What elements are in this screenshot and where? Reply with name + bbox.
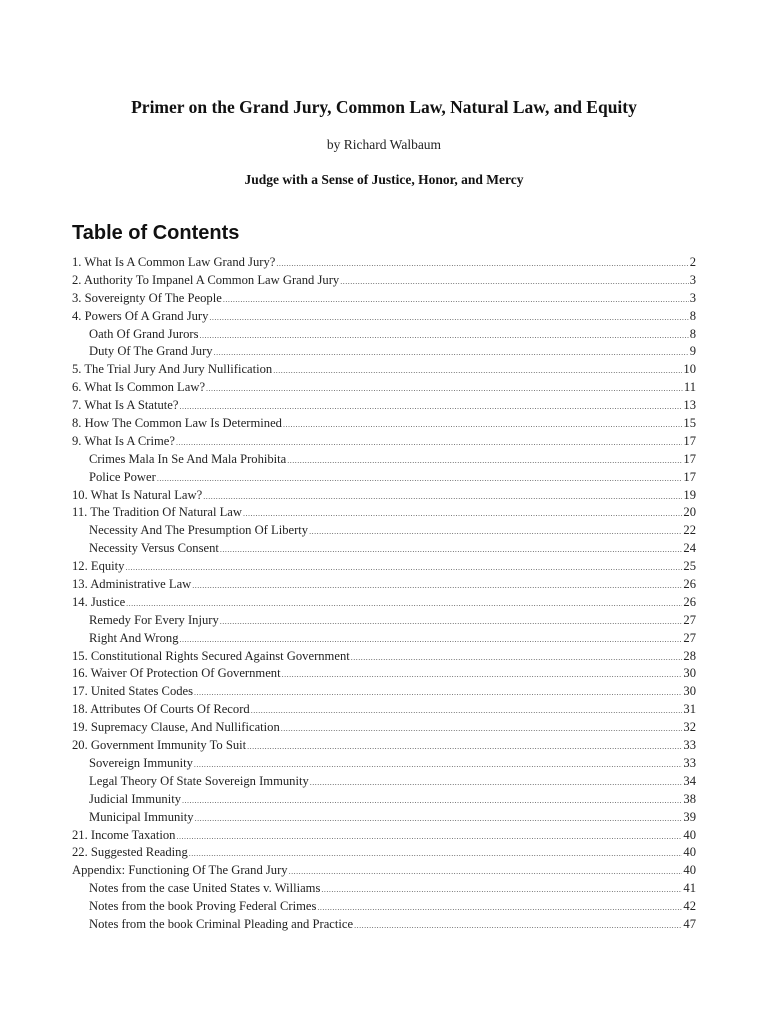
toc-entry-label: Notes from the book Criminal Pleading and Practice: [89, 916, 354, 931]
toc-dot-leader: [179, 398, 682, 415]
toc-entry-page-number: 8: [689, 308, 696, 323]
toc-entry-label: 4. Powers Of A Grand Jury: [72, 308, 209, 323]
toc-entry-label: Municipal Immunity: [89, 809, 194, 824]
toc-entry-page-number: 31: [683, 702, 696, 717]
toc-dot-leader: [281, 720, 683, 737]
toc-entry-page-number: 17: [683, 451, 696, 466]
toc-entry-label: 6. What Is Common Law?: [72, 380, 206, 395]
toc-dot-leader: [182, 792, 682, 809]
toc-entry-page-number: 42: [683, 899, 696, 914]
toc-entry[interactable]: [72, 665, 696, 683]
toc-entry-label: Crimes Mala In Se And Mala Prohibita: [89, 451, 287, 466]
document-title: Primer on the Grand Jury, Common Law, Natural Law, and Equity: [131, 97, 637, 117]
toc-dot-leader: [340, 273, 689, 290]
toc-entry-label: 10. What Is Natural Law?: [72, 487, 203, 502]
toc-entry[interactable]: [72, 594, 696, 612]
toc-dot-leader: [223, 291, 689, 308]
toc-dot-leader: [126, 595, 682, 612]
toc-entry-label: 5. The Trial Jury And Jury Nullification: [72, 362, 273, 377]
toc-dot-leader: [247, 738, 682, 755]
toc-entry-label: 16. Waiver Of Protection Of Government: [72, 666, 281, 681]
toc-entry-label: 7. What Is A Statute?: [72, 398, 179, 413]
toc-entry[interactable]: [72, 683, 696, 701]
toc-entry[interactable]: [72, 558, 696, 576]
toc-entry[interactable]: [72, 916, 696, 934]
toc-entry-page-number: 40: [683, 863, 696, 878]
toc-dot-leader: [180, 631, 683, 648]
toc-entry-label: 13. Administrative Law: [72, 577, 192, 592]
toc-entry-page-number: 26: [683, 577, 696, 592]
toc-entry-page-number: 40: [683, 845, 696, 860]
toc-dot-leader: [287, 452, 682, 469]
toc-entry[interactable]: [72, 343, 696, 361]
toc-entry[interactable]: [72, 844, 696, 862]
toc-entry[interactable]: [72, 862, 696, 880]
toc-dot-leader: [220, 613, 683, 630]
toc-entry-page-number: 17: [683, 469, 696, 484]
toc-entry-label: Duty Of The Grand Jury: [89, 344, 213, 359]
toc-entry-page-number: 15: [683, 416, 696, 431]
toc-dot-leader: [176, 434, 682, 451]
toc-entry-label: Police Power: [89, 469, 156, 484]
toc-dot-leader: [351, 649, 683, 666]
toc-entry-page-number: 3: [689, 290, 696, 305]
toc-dot-leader: [194, 684, 682, 701]
toc-dot-leader: [192, 577, 682, 594]
toc-entry[interactable]: [72, 451, 696, 469]
toc-entry[interactable]: [72, 648, 696, 666]
toc-entry[interactable]: [72, 254, 696, 272]
toc-entry-label: 3. Sovereignty Of The People: [72, 290, 222, 305]
toc-entry[interactable]: [72, 880, 696, 898]
toc-entry[interactable]: [72, 326, 696, 344]
toc-entry-page-number: 17: [683, 433, 696, 448]
toc-entry-label: 21. Income Taxation: [72, 827, 176, 842]
toc-entry-label: Right And Wrong: [89, 630, 179, 645]
toc-entry-label: 22. Suggested Reading: [72, 845, 188, 860]
toc-entry-label: Appendix: Functioning Of The Grand Jury: [72, 863, 288, 878]
toc-dot-leader: [243, 505, 682, 522]
toc-list: [72, 254, 696, 934]
toc-dot-leader: [354, 917, 682, 934]
toc-entry[interactable]: [72, 308, 696, 326]
toc-entry-page-number: 38: [683, 791, 696, 806]
toc-entry-label: Notes from the book Proving Federal Crimes: [89, 899, 317, 914]
toc-dot-leader: [194, 756, 683, 773]
toc-entry[interactable]: [72, 379, 696, 397]
toc-dot-leader: [209, 309, 688, 326]
toc-entry-label: 9. What Is A Crime?: [72, 433, 175, 448]
toc-dot-leader: [203, 488, 682, 505]
toc-dot-leader: [289, 863, 683, 880]
toc-dot-leader: [282, 666, 683, 683]
toc-dot-leader: [309, 523, 682, 540]
toc-entry-page-number: 3: [689, 272, 696, 287]
toc-entry-label: 11. The Tradition Of Natural Law: [72, 505, 242, 520]
toc-entry-label: 17. United States Codes: [72, 684, 194, 699]
toc-entry-label: 18. Attributes Of Courts Of Record: [72, 702, 250, 717]
toc-entry-page-number: 20: [683, 505, 696, 520]
document-motto: Judge with a Sense of Justice, Honor, and Mercy: [244, 172, 524, 187]
toc-entry-label: 8. How The Common Law Is Determined: [72, 416, 282, 431]
toc-entry[interactable]: [72, 809, 696, 827]
toc-entry-page-number: 9: [689, 344, 696, 359]
toc-entry-page-number: 32: [683, 720, 696, 735]
toc-entry-page-number: 25: [683, 559, 696, 574]
toc-entry-label: Legal Theory Of State Sovereign Immunity: [89, 773, 309, 788]
toc-entry[interactable]: [72, 755, 696, 773]
toc-dot-leader: [310, 774, 683, 791]
toc-dot-leader: [157, 470, 683, 487]
toc-entry-page-number: 33: [683, 755, 696, 770]
toc-entry-page-number: 2: [689, 255, 696, 269]
toc-entry[interactable]: [72, 272, 696, 290]
toc-entry-page-number: 19: [683, 487, 696, 502]
author-byline: by Richard Walbaum: [326, 137, 442, 152]
toc-entry-label: 12. Equity: [72, 559, 125, 574]
toc-dot-leader: [206, 380, 683, 397]
toc-entry-page-number: 13: [683, 398, 696, 413]
toc-entry[interactable]: [72, 737, 696, 755]
toc-entry-label: Sovereign Immunity: [89, 755, 193, 770]
toc-entry[interactable]: [72, 433, 696, 451]
toc-dot-leader: [125, 559, 682, 576]
toc-entry[interactable]: [72, 576, 696, 594]
toc-entry-label: Necessity Versus Consent: [89, 541, 219, 556]
toc-dot-leader: [199, 327, 688, 344]
toc-entry[interactable]: [72, 773, 696, 791]
toc-entry-label: 1. What Is A Common Law Grand Jury?: [72, 255, 276, 269]
toc-entry[interactable]: [72, 612, 696, 630]
toc-dot-leader: [220, 541, 683, 558]
toc-entry-page-number: 27: [683, 630, 696, 645]
toc-entry-label: Judicial Immunity: [89, 791, 181, 806]
toc-entry[interactable]: [72, 791, 696, 809]
toc-entry-page-number: 10: [683, 362, 696, 377]
toc-entry-label: Notes from the case United States v. Williams: [89, 881, 321, 896]
toc-entry[interactable]: [72, 540, 696, 558]
toc-dot-leader: [176, 828, 682, 845]
toc-entry-page-number: 11: [683, 380, 696, 395]
toc-entry-page-number: 34: [683, 773, 696, 788]
toc-entry-page-number: 24: [683, 541, 696, 556]
toc-entry-page-number: 30: [683, 684, 696, 699]
toc-entry-page-number: 47: [683, 916, 696, 931]
toc-entry-label: Oath Of Grand Jurors: [89, 326, 199, 341]
toc-entry-page-number: 27: [683, 612, 696, 627]
toc-dot-leader: [251, 702, 683, 719]
toc-entry-page-number: 39: [683, 809, 696, 824]
toc-entry[interactable]: [72, 701, 696, 719]
toc-entry-page-number: 33: [683, 738, 696, 753]
toc-entry[interactable]: [72, 415, 696, 433]
toc-entry-label: 20. Government Immunity To Suit: [72, 738, 247, 753]
toc-dot-leader: [214, 344, 689, 361]
toc-entry[interactable]: [72, 290, 696, 308]
toc-dot-leader: [276, 255, 688, 272]
toc-entry-page-number: 26: [683, 594, 696, 609]
toc-entry[interactable]: [72, 719, 696, 737]
toc-entry-label: Necessity And The Presumption Of Liberty: [89, 523, 309, 538]
toc-entry[interactable]: [72, 487, 696, 505]
toc-dot-leader: [283, 416, 682, 433]
toc-entry[interactable]: [72, 504, 696, 522]
toc-entry-page-number: 41: [683, 881, 696, 896]
toc-entry[interactable]: [72, 397, 696, 415]
toc-entry-label: 2. Authority To Impanel A Common Law Grand Jury: [72, 272, 340, 287]
toc-entry-label: Remedy For Every Injury: [89, 612, 219, 627]
toc-entry-label: 15. Constitutional Rights Secured Against Government: [72, 648, 350, 663]
toc-entry[interactable]: [72, 469, 696, 487]
toc-entry[interactable]: [72, 361, 696, 379]
toc-entry-page-number: 30: [683, 666, 696, 681]
toc-dot-leader: [273, 362, 682, 379]
toc-dot-leader: [317, 899, 682, 916]
toc-entry[interactable]: [72, 630, 696, 648]
toc-entry-page-number: 22: [683, 523, 696, 538]
toc-entry[interactable]: [72, 898, 696, 916]
toc-dot-leader: [189, 845, 683, 862]
toc-entry-label: 19. Supremacy Clause, And Nullification: [72, 720, 280, 735]
toc-entry-page-number: 40: [683, 827, 696, 842]
toc-dot-leader: [321, 881, 682, 898]
toc-dot-leader: [195, 810, 683, 827]
toc-entry-label: 14. Justice: [72, 594, 126, 609]
toc-entry[interactable]: [72, 827, 696, 845]
toc-heading: Table of Contents: [72, 222, 240, 244]
toc-entry-page-number: 8: [689, 326, 696, 341]
toc-entry[interactable]: [72, 522, 696, 540]
toc-entry-page-number: 28: [683, 648, 696, 663]
